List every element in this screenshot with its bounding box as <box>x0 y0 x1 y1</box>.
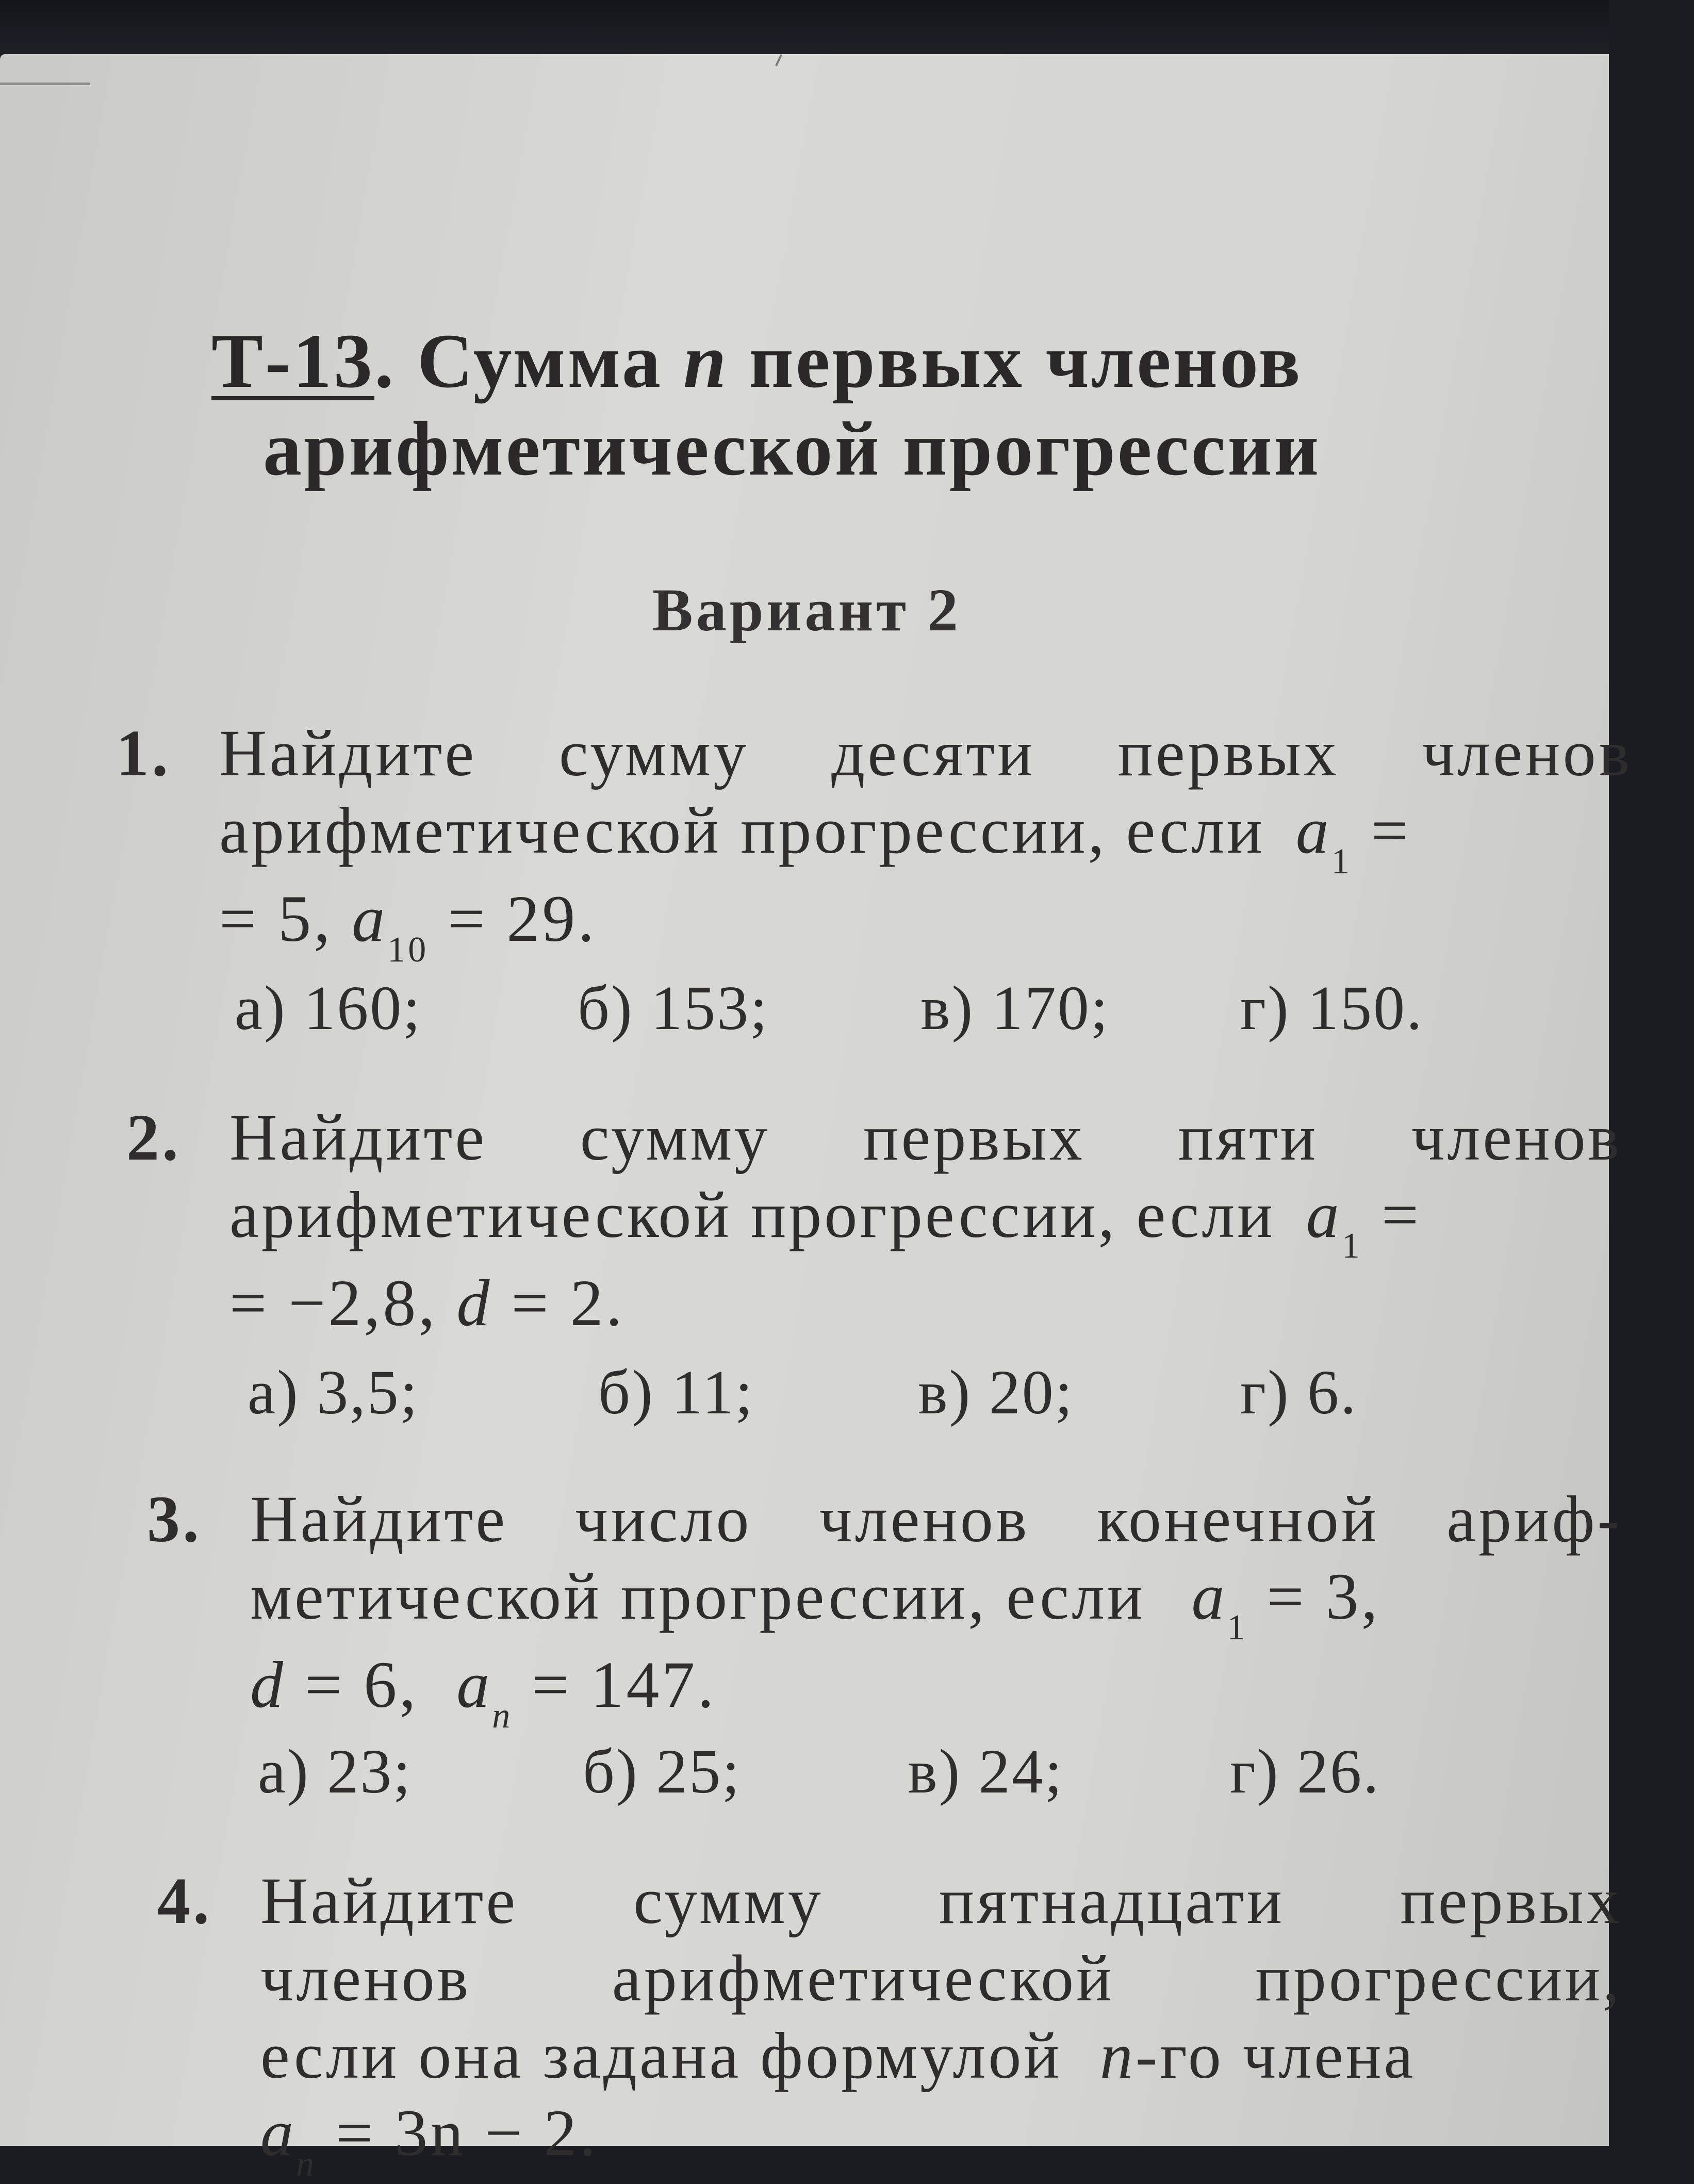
word: прогрессии, <box>1255 1942 1622 2015</box>
var-a: a <box>260 2096 296 2170</box>
word: сумму <box>633 1864 824 1937</box>
task-line <box>219 714 1632 792</box>
subscript: n <box>492 1696 513 1736</box>
answer-option-b: б) 11; <box>598 1358 754 1427</box>
word: пяти <box>1178 1101 1319 1174</box>
word: пятнадцати <box>939 1864 1285 1937</box>
condition-value: = 29. <box>448 882 597 955</box>
title-part2: первых членов <box>749 318 1303 404</box>
word: арифметической <box>612 1942 1114 2015</box>
word: первых <box>1400 1864 1622 1937</box>
task-line <box>250 1558 1684 1646</box>
var-a: a <box>1295 794 1331 867</box>
word: членов <box>260 1942 471 2015</box>
var-n: n <box>1099 2019 1136 2092</box>
task-text <box>229 1099 1663 1342</box>
answer-option-c: в) 20; <box>918 1358 1074 1427</box>
task-text <box>219 714 1653 968</box>
answer-option-b: б) 153; <box>578 973 769 1043</box>
title-code: Т-13 <box>211 318 374 404</box>
task-text <box>250 1480 1684 1734</box>
title-part1: . Сумма <box>374 318 663 404</box>
word: членов <box>1411 1101 1622 1174</box>
task-line <box>219 792 1653 880</box>
task-number: 1. <box>116 716 171 790</box>
subscript: 10 <box>387 930 429 970</box>
var-a: a <box>352 882 388 955</box>
condition-a1 <box>1145 1560 1380 1648</box>
var-d: d <box>250 1648 286 1721</box>
answer-option-d: г) 150. <box>1240 973 1424 1043</box>
word: десяти <box>831 716 1035 790</box>
word: членов <box>1422 716 1632 790</box>
word: Найдите <box>219 716 477 790</box>
answer-option-c: в) 24; <box>908 1737 1064 1806</box>
task-number: 4. <box>157 1864 212 1937</box>
task-line <box>219 880 1653 968</box>
subscript: n <box>296 2144 317 2184</box>
subscript: 1 <box>1341 1226 1362 1266</box>
subscript: 1 <box>1227 1608 1248 1648</box>
condition-value: = 2. <box>511 1266 625 1340</box>
task-line <box>260 2094 1694 2182</box>
word: число <box>574 1482 752 1556</box>
task-line <box>260 1862 1622 1939</box>
subscript: 1 <box>1331 842 1352 882</box>
answer-option-a: а) 3,5; <box>248 1358 419 1427</box>
task-line <box>260 2017 1694 2094</box>
task-number: 2. <box>126 1101 181 1174</box>
task-text <box>260 1862 1694 2182</box>
word: Найдите <box>260 1864 518 1937</box>
word: сумму <box>558 716 749 790</box>
task-line <box>250 1646 1684 1734</box>
task-line <box>229 1264 1663 1342</box>
var-a: a <box>1306 1178 1342 1251</box>
answer-option-d: г) 26. <box>1230 1737 1380 1806</box>
condition-a1 <box>1275 1178 1421 1266</box>
task-line <box>260 1939 1622 2017</box>
answer-option-a: а) 160; <box>235 973 422 1043</box>
task-line-text: арифметической прогрессии, если <box>219 794 1265 867</box>
task-line <box>229 1176 1663 1264</box>
variant-heading: Вариант 2 <box>652 576 961 644</box>
task-number: 3. <box>147 1482 202 1556</box>
word: первых <box>1117 716 1340 790</box>
task-line <box>250 1480 1622 1558</box>
answer-option-d: г) 6. <box>1240 1358 1358 1427</box>
word: первых <box>863 1101 1085 1174</box>
condition-value: = 5, <box>219 882 333 955</box>
page-title <box>211 317 1459 493</box>
answer-option-a: а) 23; <box>258 1737 413 1806</box>
task-line-text: -го члена <box>1135 2019 1416 2092</box>
formula: = 3n − 2. <box>336 2096 599 2170</box>
equals-sign: = <box>1371 794 1411 867</box>
equals-sign: = <box>1381 1178 1421 1251</box>
var-a: a <box>1191 1560 1227 1633</box>
answer-option-c: в) 170; <box>920 973 1110 1043</box>
answer-option-b: б) 25; <box>583 1737 742 1806</box>
condition-a1 <box>1265 794 1411 882</box>
var-a: a <box>456 1648 492 1721</box>
condition-value: = 147. <box>532 1648 717 1721</box>
word: Найдите <box>250 1482 508 1556</box>
var-d: d <box>456 1266 492 1340</box>
word: сумму <box>580 1101 770 1174</box>
title-line2: арифметической прогрессии <box>263 406 1321 492</box>
word: конечной <box>1097 1482 1379 1556</box>
word: членов <box>819 1482 1030 1556</box>
task-line-text: если она задана формулой <box>260 2019 1062 2092</box>
task-line <box>229 1099 1622 1176</box>
task-line-text: метической прогрессии, если <box>250 1560 1145 1633</box>
word: ариф- <box>1446 1482 1622 1556</box>
page-edge-rule <box>0 83 90 85</box>
condition-value: = 6, <box>305 1648 419 1721</box>
word: Найдите <box>229 1101 487 1174</box>
condition-value: = −2,8, <box>229 1266 438 1340</box>
condition-value: = 3, <box>1267 1560 1380 1633</box>
title-n-symbol: n <box>683 318 729 404</box>
task-line-text: арифметической прогрессии, если <box>229 1178 1275 1251</box>
